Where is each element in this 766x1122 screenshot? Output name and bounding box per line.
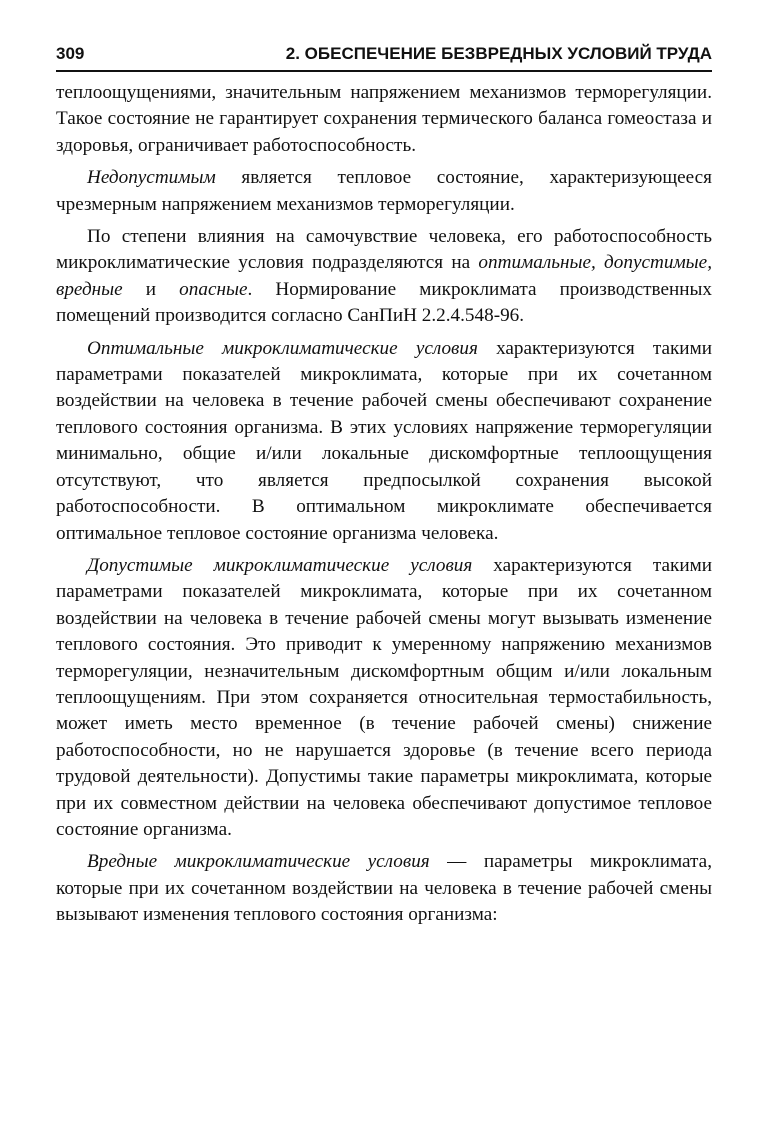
paragraph-text: и	[122, 278, 180, 300]
paragraph-text: характеризуются такими параметрами показателей микроклимата, которые при их сочетанном воздействии на человека в течение рабочей смены могут вызывать изменение теплового состояния. Это приводит к умеренному напряжению механизмов терморегуляции, незначительным дискомфортным общим и/или локальным теплоощущениям. При этом сохраняется относительная термостабильность, может иметь место временное (в течение рабочей смены) снижение работоспособности, но не нарушается здоровье (в течение всего периода трудовой деятельности). Допустимы такие параметры микроклимата, которые при их совместном действии на человека обеспечивают допустимое тепловое состояние организма.	[56, 554, 712, 840]
running-header	[56, 44, 712, 72]
paragraph-text: теплоощущениями, значительным напряжением механизмов терморегуляции. Такое состояние не гарантирует сохранения термического баланса гомеостаза и здоровья, ограничивает работоспособность.	[56, 82, 712, 156]
chapter-title: 2. ОБЕСПЕЧЕНИЕ БЕЗВРЕДНЫХ УСЛОВИЙ ТРУДА	[285, 44, 712, 63]
paragraph-text: — параметры микроклимата, которые при их сочетанном воздействии на человека в течение рабочей смены вызывают изменения теплового состояния организма:	[56, 851, 712, 926]
paragraph-text: . Нормирование микроклимата производственных помещений производится согласно СанПиН 2.2.4.548-96.	[56, 278, 712, 327]
book-page	[56, 44, 712, 929]
paragraph-text: характеризуются такими параметрами показателей микроклимата, которые при их сочетанном воздействии на человека в течение рабочей смены обеспечивают сохранение теплового состояния организма. В этих условиях напряжение терморегуляции минимально, общие и/или локальные дискомфортные теплоощущения отсутствуют, что является предпосылкой сохранения высокой работоспособности. В оптимальном микроклимате обеспечивается оптимальное тепловое состояние организма человека.	[56, 337, 712, 544]
paragraph-unacceptable	[56, 165, 712, 218]
term-harmful: Вредные микроклиматические условия	[87, 851, 430, 873]
term-dangerous: опасные	[179, 278, 248, 300]
paragraph-harmful	[56, 849, 712, 928]
term-optimal: Оптимальные микроклиматические условия	[87, 337, 478, 359]
paragraph-optimal	[56, 336, 712, 547]
paragraph-acceptable	[56, 553, 712, 843]
paragraph-continuation	[56, 80, 712, 159]
term-unacceptable: Недопустимым	[87, 167, 216, 189]
term-acceptable: Допустимые микроклиматические условия	[87, 554, 473, 576]
paragraph-text: По степени влияния на самочувствие человека, его работоспособность микроклиматические условия подразделяются на	[56, 226, 712, 274]
page-number: 309	[56, 44, 85, 63]
term-categories: оптимальные, допустимые, вредные	[56, 252, 712, 300]
paragraph-text: является тепловое состояние, характеризующееся чрезмерным напряжением механизмов терморегуляции.	[56, 167, 712, 215]
paragraph-classification	[56, 224, 712, 330]
